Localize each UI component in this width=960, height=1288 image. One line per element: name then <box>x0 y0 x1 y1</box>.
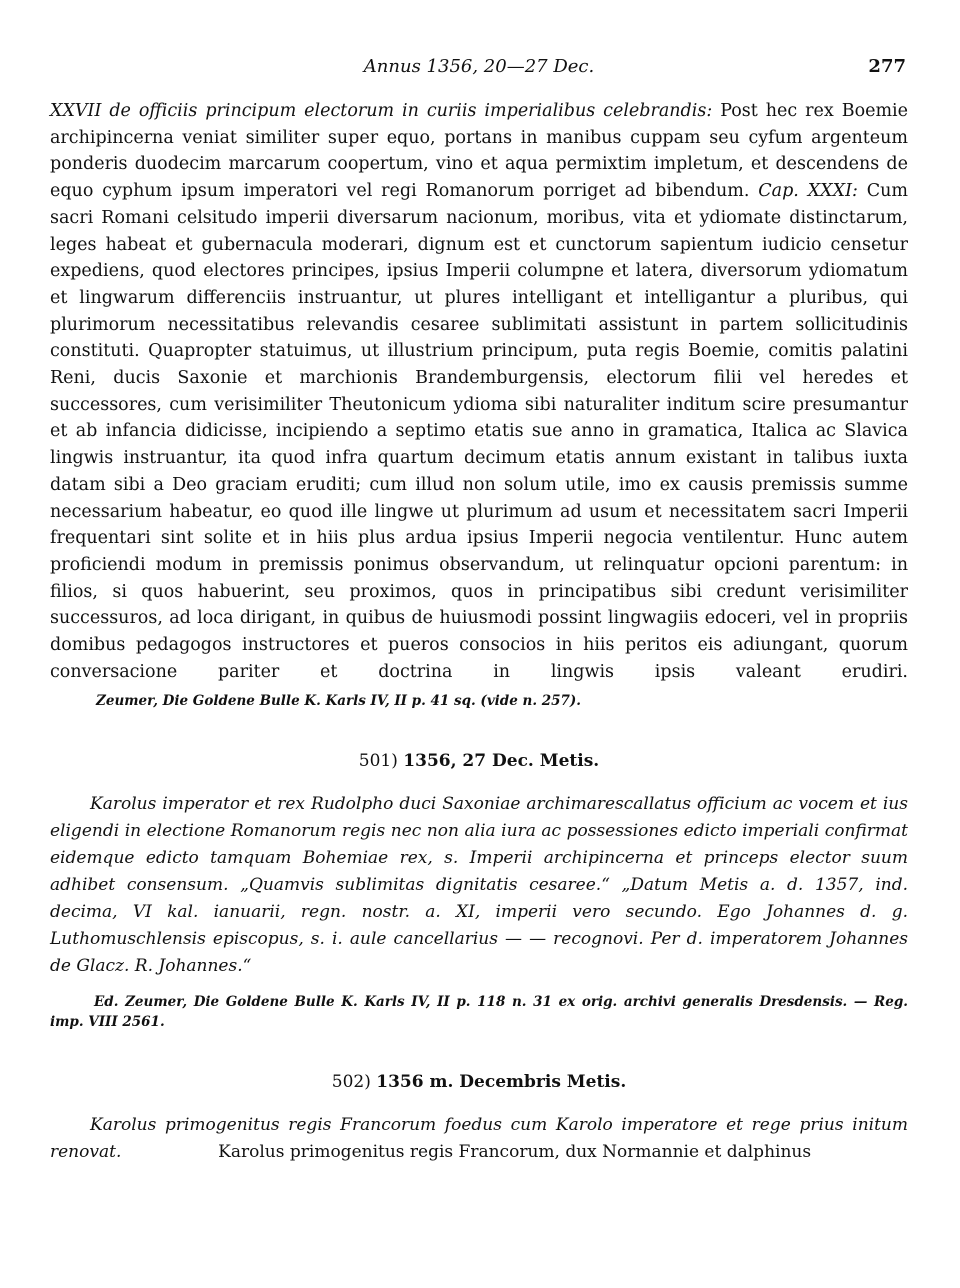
entry-501-heading <box>50 751 908 771</box>
entry-502-heading <box>50 1072 908 1092</box>
chapter-title: XXVII de officiis principum electorum in curiis imperialibus celebrandis: <box>50 101 713 121</box>
entry-502-date: 1356 m. Decembris Metis. <box>376 1072 627 1093</box>
entry-502-regest: Karolus primogenitus regis Francorum foedus cum Karolo imperatore et rege prius initum renovat. <box>50 1115 908 1163</box>
paragraph-part-1: Post hec rex Boemie archipincerna veniat similiter super equo, portans in manibus cuppam seu cyfum argenteum ponderis duodecim marcarum coopertum, vino et aqua permixtim impletum, et descendens de equo cyphum ipsum imperatori vel regi Romanorum porriget ad bibendum. <box>50 101 909 202</box>
page-number: 277 <box>868 56 906 77</box>
entry-501-date: 1356, 27 Dec. Metis. <box>403 751 600 772</box>
source-citation: Zeumer, Die Goldene Bulle K. Karls IV, II p. 41 sq. (vide n. 257). <box>96 693 582 710</box>
entry-501-edition: Ed. Zeumer, Die Goldene Bulle K. Karls IV, II p. 118 n. 31 ex orig. archivi generalis Dresdensis. — Reg. imp. VIII 2561. <box>50 994 908 1031</box>
document-page <box>50 56 908 1166</box>
entry-501-regest: Karolus imperator et rex Rudolpho duci Saxoniae archimarescallatus officium ac vocem et ius eligendi in electione Romanorum regis nec non alia iura ac possessiones edicto imperiali confirmat eidemque edicto tamquam Bohemiae rex, s. Imperii archipincerna et princeps elector suum adhibet consensum. „Quamvis sublimitas dignitatis cesaree.“ „Datum Metis a. d. 1357, ind. decima, VI kal. ianuarii, regn. nostr. a. XI, imperii vero secundo. Ego Johannes d. g. Luthomuschlensis episcopus, s. i. aule cancellarius — — recognovi. Per d. imperatorem Johannes de Glacz. R. Johannes.“ <box>50 794 908 977</box>
entry-501-number: 501) <box>358 751 398 772</box>
running-title: Annus 1356, 20—27 Dec. <box>363 56 595 77</box>
cap-label: Cap. XXXI: <box>758 181 858 202</box>
entry-502-number: 502) <box>331 1072 371 1093</box>
entry-502-paragraph <box>50 1112 908 1166</box>
main-paragraph <box>50 98 908 685</box>
paragraph-part-2: Cum sacri Romani celsitudo imperii diversarum nacionum, moribus, vita et ydiomate distinctarum, leges habeat et gubernacula moderari, dignum est et cunctorum sapientum iudicio censetur expediens, quod electores principes, ipsius Imperii columpne et latera, diversorum ydiomatum et lingwarum differenciis instruantur, ut plures intelligant et intelligantur a pluribus, qui plurimorum necessitatibus relevandis cesaree sublimitati assistunt in partem sollicitudinis constituti. Quapropter statuimus, ut illustrium principum, puta regis Boemie, comitis palatini Reni, ducis Saxonie et marchionis Brandemburgensis, electorum filii vel heredes et successores, cum verisimiliter Theutonicum ydioma sibi naturaliter inditum scire presumantur et ab infancia didicisse, incipiendo a septimo etatis sue anno in gramatica, Italica ac Slavica lingwis instruantur, ita quod infra quartum decimum etatis annum existant in talibus iuxta datam sibi a Deo graciam eruditi; cum illud non solum utile, imo ex causis premissis summe necessarium habeatur, eo quod ille lingwe ut plurimum ad usum et necessitatem sacri Imperii frequentari sint solite et in hiis plus ardua ipsius Imperii negocia ventilentur. Hunc autem proficiendi modum in premissis ponimus observandum, ut relinquatur opcioni parentum: in filios, si quos habuerint, seu proximos, quos in principatibus sibi credunt verisimiliter successuros, ad loca dirigant, in quibus de huiusmodi possint lingwagiis edoceri, vel in propriis domibus pedagogos instructores et pueros consocios in hiis peritos eis adiungant, quorum conversacione pariter et doctrina in lingwis ipsis valeant erudiri. <box>50 181 908 682</box>
entry-502-text-start: Karolus primogenitus regis Francorum, dux Normannie et dalphinus <box>218 1142 812 1163</box>
running-head <box>50 56 908 84</box>
